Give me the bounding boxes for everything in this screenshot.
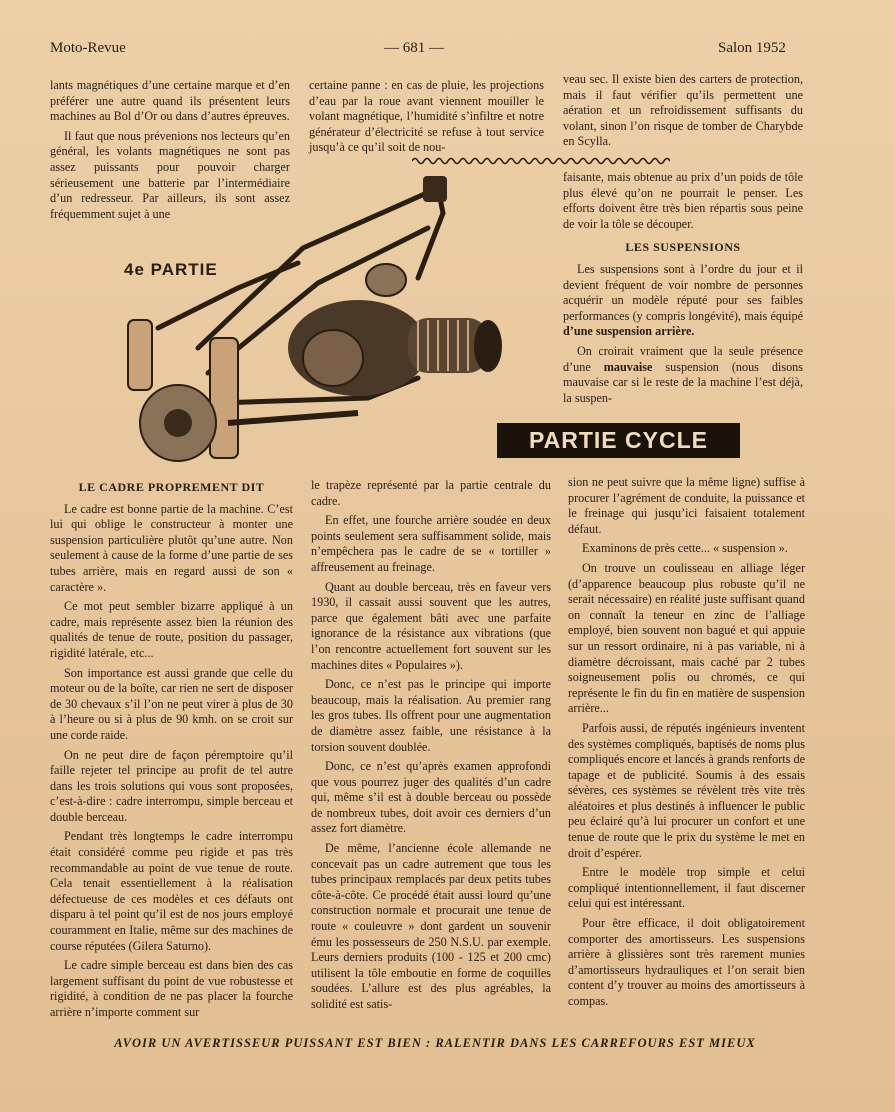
paragraph: Le cadre est bonne partie de la machine. C’est lui qui oblige le constructeur à monter une suspension particulière plutôt qu’une autre. Non seulement à cause de la forme d’une partie de ses tubes arrière, mais en regard aussi de son « caractère ». xyxy=(50,501,293,594)
paragraph: sion ne peut suivre que la même ligne) suffise à procurer l’agrément de conduite, la puissance et le freinage qui jusqu’ici faisaient totalement défaut. xyxy=(568,475,805,536)
paragraph: faisante, mais obtenue au prix d’un poids de tôle plus élevé qu’on ne pourrait le penser. Les efforts doivent être très bien répartis sous peine de voir la tôle se découper. xyxy=(563,170,803,231)
top-column-3 xyxy=(563,72,803,154)
footer-slogan: AVOIR UN AVERTISSEUR PUISSANT EST BIEN : RALENTIR DANS LES CARREFOURS EST MIEUX xyxy=(114,1036,756,1050)
paragraph: Pendant très longtemps le cadre interrompu était considéré comme peu rigide et pas très recommandable au point de vue tenue de route. Cela tenait essentiellement à la réalisation défectueuse de ces modèles et ces défauts ont disparu à tel point qu’il est de nos jours employé couramment en Italie, même sur des machines de course réputées (Gilera Saturno). xyxy=(50,829,293,953)
section-heading-cadre: LE CADRE PROPREMENT DIT xyxy=(78,480,265,494)
section-banner: PARTIE CYCLE xyxy=(497,423,740,458)
paragraph: On ne peut dire de façon péremptoire qu’il faille rejeter tel principe au profit de tel autre dans les trois solutions qui vous sont proposées, c’est-à-dire : cadre interrompu, simple berceau et double berceau. xyxy=(50,747,293,824)
paragraph: Donc, ce n’est qu’après examen approfondi que vous pourrez juger des qualités d’un cadre qui, même s’il est à double berceau ou possède de nombreux tubes, doit avoir ces derniers d’un assez fort diamètre. xyxy=(311,759,551,836)
header-magazine-name: Moto-Revue xyxy=(50,40,126,56)
paragraph: Son importance est aussi grande que celle du moteur ou de la boîte, car rien ne sert de disposer de 30 chevaux s’il l’on ne peut virer à plus de 30 à l’heure ou si à plus de 90 kmh. on se croit sur une corde raide. xyxy=(50,665,293,742)
paragraph: En effet, une fourche arrière soudée en deux points seulement sera suffisamment solide, mais n’empêchera pas le cadre de se « tortiller » affreusement au freinage. xyxy=(311,513,551,574)
paragraph: Quant au double berceau, très en faveur vers 1930, il cassait aussi souvent que les autres, parce que également bâti avec une parfaite ignorance de la résistance aux vibrations (que l’on rencontre actuellement fort souvent sur les machines dites « Populaires »). xyxy=(311,579,551,672)
paragraph: veau sec. Il existe bien des carters de protection, mais il faut vérifier qu’ils permettent une aération et un refroidissement suffisants du volant, sinon l’on risque de tomber de Charybde en Scylla. xyxy=(563,72,803,149)
paragraph: On croirait vraiment que la seule présence d’une mauvaise suspension (nous disons mauvaise car si le reste de la machine l’est déjà, la suspen- xyxy=(563,343,804,405)
paragraph: Ce mot peut sembler bizarre appliqué à un cadre, mais représente assez bien la réunion des qualités de tenue de route, position du passager, rigidité latérale, etc... xyxy=(50,599,293,660)
lower-column-1 xyxy=(50,480,293,1025)
paragraph: Parfois aussi, de réputés ingénieurs inventent des systèmes compliqués, baptisés de noms plus compliqués encore et lancés à grands renforts de tapage et de publicité. Soumis à des essais sévères, ces systèmes se révèlent très vite très aléatoires et plus destinés à influencer le public peu éclairé qu’à lui procurer un confort et une tenue de route que le prix du système le met en droit d’espérer. xyxy=(568,720,805,860)
paragraph: Le cadre simple berceau est dans bien des cas largement suffisant du point de vue robustesse et rigidité, à condition de ne pas placer la fourche arrière n’importe comment sur xyxy=(50,958,293,1019)
wavy-divider xyxy=(412,156,670,166)
paragraph: Les suspensions sont à l’ordre du jour et il devient fréquent de voir nombre de personnes acquérir un modèle réputé pour ses faibles performances (y compris longévité), mais équipé d’une suspension arrière. xyxy=(563,261,803,339)
paragraph: Il faut que nous prévenions nos lecteurs qu’en général, les volants magnétiques ne sont pas assez puissants pour pouvoir charger sérieusement une batterie par l’intermédiaire d’un redresseur. Par ailleurs, ils sont assez fréquemment sujet à une xyxy=(50,128,290,221)
paragraph: le trapèze représenté par la partie centrale du cadre. xyxy=(311,478,551,508)
section-heading-suspensions: LES SUSPENSIONS xyxy=(625,240,741,255)
paragraph: lants magnétiques d’une certaine marque et d’en préférer une autre quand ils présentent leurs machines au Bol d’Or ou dans d’autres épreuves. xyxy=(50,78,290,124)
lower-column-2 xyxy=(311,478,551,1017)
paragraph: Pour être efficace, il doit obligatoirement comporter des amortisseurs. Les suspensions arrière à glissières sont très rarement munies d’amortisseurs hydrauliques et l’on serait bien content d’y trouver au moins des amortisseurs à compas. xyxy=(568,916,805,1008)
part-label: 4e PARTIE xyxy=(124,260,218,279)
top-column-2 xyxy=(309,78,544,160)
motorcycle-frame-illustration xyxy=(118,168,506,478)
right-upper-column xyxy=(563,170,803,410)
paragraph: Examinons de près cette... « suspension ». xyxy=(582,541,788,556)
paragraph: Donc, ce n’est pas le principe qui importe beaucoup, mais la réalisation. Au premier rang les gros tubes. Ils offrent pour une augmentation de diamètre assez faible, une résistance à la torsion souvent doublée. xyxy=(311,677,551,754)
paragraph: De même, l’ancienne école allemande ne concevait pas un cadre autrement que tous les tubes principaux remplacés par deux petits tubes côte-à-côte. Ce procédé était aussi lourd qu’une construction normale et procurait une tenue de route « couleuvre » dont gardent un souvenir ému les possesseurs de 250 N.S.U. par exemple. Leurs derniers produits (100 - 125 et 200 cmc) utilisent la tôle emboutie en forme de coquilles soudées. L’allure est des plus agréables, la solidité est satis- xyxy=(311,841,551,1011)
header-page-number: — 681 — xyxy=(384,40,444,56)
paragraph: On trouve un coulisseau en alliage léger (d’apparence beaucoup plus robuste qu’il ne serait nécessaire) en réalité juste suffisant quand on connaît la teneur en zinc de l’alliage employé, bien souvent non bagué et qui appuie sur un ressort ordinaire, ni à pas variable, ni à diamètre décroissant, mais caché par 2 tubes soigneusement polis ou chromés, ce qui représente le fin du fin en matière de suspension arrière... xyxy=(568,560,805,716)
lower-column-3 xyxy=(568,475,805,1014)
paragraph: Entre le modèle trop simple et celui compliqué intentionnellement, il faut discerner celui qui est intéressant. xyxy=(568,865,805,911)
header-section: Salon 1952 xyxy=(718,40,786,56)
paragraph: certaine panne : en cas de pluie, les projections d’eau par la roue avant viennent mouiller le volant magnétique, l’humidité s’infiltre et notre générateur d’électricité se refuse à tout service jusqu’à ce qu’il soit de nou- xyxy=(309,78,544,155)
